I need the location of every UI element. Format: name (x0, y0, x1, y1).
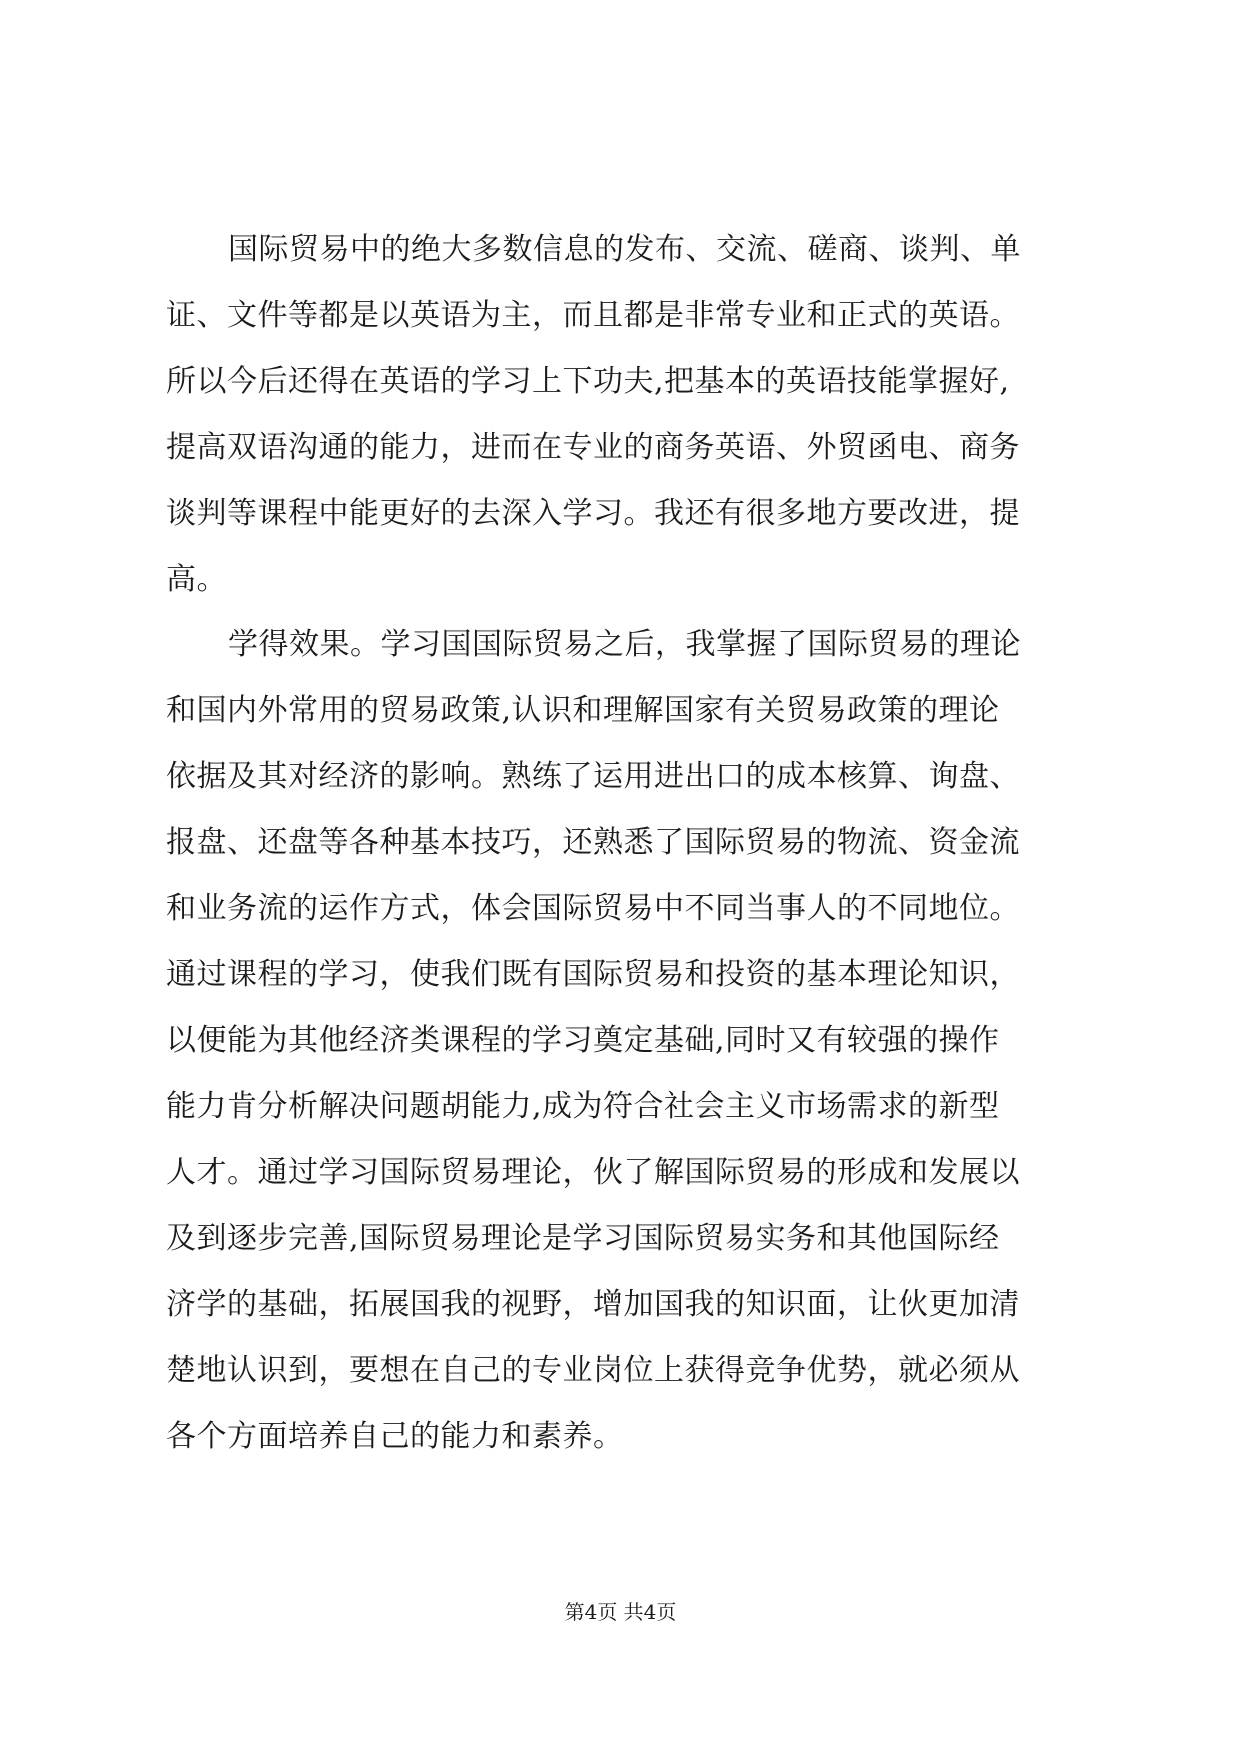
paragraph-2-line-8: 能力肯分析解决问题胡能力,成为符合社会主义市场需求的新型 (166, 1089, 1000, 1124)
paragraph-1-line-6: 高。 (166, 562, 227, 597)
paragraph-1-line-5: 谈判等课程中能更好的去深入学习。我还有很多地方要改进，提 (166, 496, 1020, 531)
paragraph-2-line-5: 和业务流的运作方式，体会国际贸易中不同当事人的不同地位。 (166, 891, 1020, 926)
paragraph-1-line-4: 提高双语沟通的能力，进而在专业的商务英语、外贸函电、商务 (166, 430, 1020, 465)
paragraph-2-line-2: 和国内外常用的贸易政策,认识和理解国家有关贸易政策的理论 (166, 693, 1000, 728)
page-number-footer: 第4页 共4页 (564, 1600, 677, 1624)
paragraph-2-line-10: 及到逐步完善,国际贸易理论是学习国际贸易实务和其他国际经 (166, 1221, 1000, 1256)
paragraph-2-line-9: 人才。通过学习国际贸易理论，伙了解国际贸易的形成和发展以 (166, 1155, 1020, 1190)
paragraph-2-line-11: 济学的基础，拓展国我的视野，增加国我的知识面，让伙更加清 (166, 1287, 1020, 1322)
paragraph-1-line-3: 所以今后还得在英语的学习上下功夫,把基本的英语技能掌握好, (166, 364, 1010, 399)
paragraph-2-line-3: 依据及其对经济的影响。熟练了运用进出口的成本核算、询盘、 (166, 759, 1020, 794)
paragraph-2-line-4: 报盘、还盘等各种基本技巧，还熟悉了国际贸易的物流、资金流 (166, 825, 1020, 860)
paragraph-2-line-1: 学得效果。学习国国际贸易之后，我掌握了国际贸易的理论 (228, 627, 1021, 662)
paragraph-1-line-2: 证、文件等都是以英语为主，而且都是非常专业和正式的英语。 (166, 298, 1020, 333)
paragraph-2-line-13: 各个方面培养自己的能力和素养。 (166, 1419, 624, 1454)
paragraph-2-line-7: 以便能为其他经济类课程的学习奠定基础,同时又有较强的操作 (166, 1023, 1000, 1058)
paragraph-2-line-6: 通过课程的学习，使我们既有国际贸易和投资的基本理论知识， (166, 957, 1020, 992)
paragraph-2-line-12: 楚地认识到，要想在自己的专业岗位上获得竞争优势，就必须从 (166, 1353, 1020, 1388)
paragraph-1-line-1: 国际贸易中的绝大多数信息的发布、交流、磋商、谈判、单 (228, 232, 1021, 267)
